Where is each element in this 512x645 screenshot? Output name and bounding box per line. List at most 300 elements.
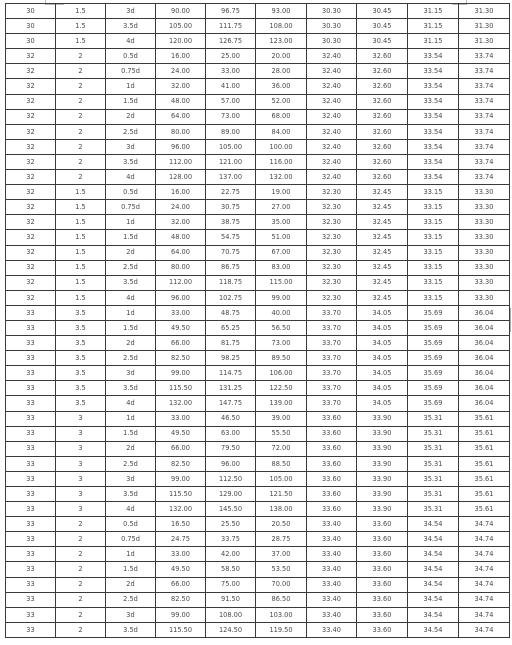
table-cell: 33.90 (357, 426, 408, 441)
table-cell: 105.00 (256, 471, 307, 486)
table-cell: 34.05 (357, 320, 408, 335)
table-cell: 36.04 (459, 320, 510, 335)
table-cell: 3 (56, 411, 106, 426)
table-cell: 33.54 (408, 109, 459, 124)
table-cell: 27.00 (256, 200, 307, 215)
table-cell: 30.45 (357, 19, 408, 34)
table-row (6, 124, 510, 139)
table-cell: 33 (6, 366, 56, 381)
table-cell: 33.15 (408, 200, 459, 215)
text-cursor-marker (510, 308, 511, 332)
table-cell: 3.5d (106, 622, 156, 637)
table-cell: 32 (6, 275, 56, 290)
table-cell: 33.74 (459, 109, 510, 124)
table-cell: 1.5d (106, 320, 156, 335)
table-cell: 33.70 (307, 366, 357, 381)
table-cell: 33.60 (357, 517, 408, 532)
table-cell: 32.60 (357, 109, 408, 124)
table-cell: 70.00 (256, 577, 307, 592)
table-cell: 36.04 (459, 305, 510, 320)
table-cell: 32.30 (307, 185, 357, 200)
table-row (6, 94, 510, 109)
table-cell: 32.60 (357, 139, 408, 154)
table-row (6, 154, 510, 169)
table-cell: 3d (106, 139, 156, 154)
table-cell: 31.30 (459, 34, 510, 49)
table-cell: 31.30 (459, 4, 510, 19)
table-row (6, 200, 510, 215)
table-cell: 137.00 (206, 170, 256, 185)
table-cell: 99.00 (156, 471, 206, 486)
table-row (6, 351, 510, 366)
table-cell: 2.5d (106, 456, 156, 471)
table-cell: 30.30 (307, 19, 357, 34)
table-cell: 2 (56, 79, 106, 94)
table-cell: 33.40 (307, 622, 357, 637)
table-row (6, 290, 510, 305)
table-cell: 51.00 (256, 230, 307, 245)
table-cell: 34.05 (357, 351, 408, 366)
table-cell: 82.50 (156, 351, 206, 366)
table-cell: 2d (106, 577, 156, 592)
table-cell: 35.00 (256, 215, 307, 230)
table-cell: 112.00 (156, 275, 206, 290)
table-cell: 3.5d (106, 154, 156, 169)
table-cell: 33.75 (206, 532, 256, 547)
table-cell: 34.54 (408, 622, 459, 637)
table-cell: 33.60 (357, 532, 408, 547)
table-row (6, 49, 510, 64)
table-cell: 2 (56, 49, 106, 64)
table-cell: 1.5 (56, 275, 106, 290)
table-cell: 33.54 (408, 49, 459, 64)
table-cell: 35.61 (459, 456, 510, 471)
table-cell: 35.61 (459, 502, 510, 517)
table-cell: 33.40 (307, 592, 357, 607)
table-cell: 30.30 (307, 34, 357, 49)
table-cell: 36.04 (459, 351, 510, 366)
table-row (6, 381, 510, 396)
table-cell: 33.90 (357, 456, 408, 471)
table-cell: 34.05 (357, 305, 408, 320)
table-cell: 2.5d (106, 260, 156, 275)
table-row (6, 487, 510, 502)
table-cell: 82.50 (156, 592, 206, 607)
table-cell: 33 (6, 562, 56, 577)
table-row (6, 577, 510, 592)
table-row (6, 607, 510, 622)
table-cell: 42.00 (206, 547, 256, 562)
table-cell: 32.30 (307, 245, 357, 260)
table-cell: 32 (6, 94, 56, 109)
table-cell: 25.00 (206, 49, 256, 64)
table-cell: 33.60 (357, 607, 408, 622)
table-cell: 33.70 (307, 305, 357, 320)
table-cell: 30.45 (357, 4, 408, 19)
table-cell: 86.75 (206, 260, 256, 275)
table-cell: 37.00 (256, 547, 307, 562)
table-cell: 132.00 (156, 502, 206, 517)
dimension-table (5, 3, 510, 638)
table-cell: 33 (6, 622, 56, 637)
table-cell: 33.00 (156, 547, 206, 562)
table-cell: 2.5d (106, 592, 156, 607)
table-cell: 102.75 (206, 290, 256, 305)
table-cell: 34.74 (459, 607, 510, 622)
table-cell: 64.00 (156, 109, 206, 124)
table-cell: 31.15 (408, 19, 459, 34)
table-cell: 3d (106, 607, 156, 622)
table-cell: 96.00 (206, 456, 256, 471)
table-cell: 33.60 (357, 622, 408, 637)
table-row (6, 622, 510, 637)
table-row (6, 230, 510, 245)
table-cell: 3 (56, 441, 106, 456)
table-cell: 89.50 (256, 351, 307, 366)
table-cell: 2.5d (106, 351, 156, 366)
table-cell: 41.00 (206, 79, 256, 94)
table-cell: 33.70 (307, 336, 357, 351)
table-cell: 32.45 (357, 290, 408, 305)
table-cell: 115.00 (256, 275, 307, 290)
table-cell: 35.31 (408, 426, 459, 441)
table-cell: 2d (106, 441, 156, 456)
table-cell: 3 (56, 471, 106, 486)
table-cell: 33.30 (459, 230, 510, 245)
table-cell: 33.15 (408, 275, 459, 290)
table-cell: 33 (6, 577, 56, 592)
table-cell: 67.00 (256, 245, 307, 260)
table-cell: 91.50 (206, 592, 256, 607)
table-cell: 121.50 (256, 487, 307, 502)
table-cell: 33.30 (459, 260, 510, 275)
table-cell: 33.40 (307, 532, 357, 547)
table-cell: 33.40 (307, 607, 357, 622)
table-cell: 33 (6, 532, 56, 547)
table-cell: 28.00 (256, 64, 307, 79)
table-cell: 3 (56, 426, 106, 441)
table-cell: 33.60 (307, 456, 357, 471)
table-cell: 49.50 (156, 426, 206, 441)
table-cell: 2 (56, 170, 106, 185)
table-cell: 34.74 (459, 592, 510, 607)
table-cell: 33.60 (307, 441, 357, 456)
table-cell: 34.54 (408, 562, 459, 577)
table-cell: 35.69 (408, 351, 459, 366)
table-cell: 0.75d (106, 200, 156, 215)
table-cell: 20.50 (256, 517, 307, 532)
table-cell: 39.00 (256, 411, 307, 426)
table-cell: 33.74 (459, 64, 510, 79)
table-cell: 33.15 (408, 260, 459, 275)
table-cell: 33.74 (459, 79, 510, 94)
table-cell: 58.50 (206, 562, 256, 577)
table-cell: 34.54 (408, 607, 459, 622)
table-cell: 34.74 (459, 577, 510, 592)
table-cell: 33 (6, 411, 56, 426)
table-cell: 99.00 (156, 366, 206, 381)
table-cell: 131.25 (206, 381, 256, 396)
table-cell: 0.5d (106, 49, 156, 64)
table-row (6, 562, 510, 577)
table-cell: 33.30 (459, 275, 510, 290)
table-cell: 33.74 (459, 139, 510, 154)
table-row (6, 471, 510, 486)
table-cell: 96.00 (156, 139, 206, 154)
table-cell: 32.30 (307, 275, 357, 290)
table-cell: 34.05 (357, 396, 408, 411)
table-cell: 30 (6, 34, 56, 49)
table-cell: 3.5d (106, 381, 156, 396)
table-cell: 1.5 (56, 230, 106, 245)
table-cell: 2 (56, 532, 106, 547)
table-cell: 80.00 (156, 260, 206, 275)
table-row (6, 411, 510, 426)
table-cell: 3 (56, 487, 106, 502)
table-cell: 48.00 (156, 94, 206, 109)
table-cell: 49.50 (156, 562, 206, 577)
table-cell: 32 (6, 170, 56, 185)
table-cell: 88.50 (256, 456, 307, 471)
table-cell: 33.30 (459, 290, 510, 305)
table-cell: 120.00 (156, 34, 206, 49)
table-cell: 2 (56, 547, 106, 562)
table-cell: 1.5 (56, 185, 106, 200)
table-cell: 35.31 (408, 487, 459, 502)
table-row (6, 532, 510, 547)
table-cell: 99.00 (156, 607, 206, 622)
table-cell: 33 (6, 351, 56, 366)
table-cell: 36.04 (459, 336, 510, 351)
table-cell: 36.00 (256, 79, 307, 94)
table-cell: 93.00 (256, 4, 307, 19)
table-row (6, 305, 510, 320)
table-cell: 3.5 (56, 396, 106, 411)
table-row (6, 396, 510, 411)
table-cell: 30.45 (357, 34, 408, 49)
table-cell: 0.75d (106, 532, 156, 547)
table-cell: 1.5d (106, 230, 156, 245)
table-cell: 35.31 (408, 441, 459, 456)
table-cell: 30 (6, 19, 56, 34)
table-cell: 82.50 (156, 456, 206, 471)
table-cell: 32 (6, 154, 56, 169)
table-cell: 112.50 (206, 471, 256, 486)
table-cell: 1.5d (106, 94, 156, 109)
table-cell: 16.50 (156, 517, 206, 532)
table-cell: 33.15 (408, 290, 459, 305)
table-cell: 33.90 (357, 502, 408, 517)
table-row (6, 592, 510, 607)
table-cell: 30.30 (307, 4, 357, 19)
table-cell: 3.5 (56, 381, 106, 396)
table-cell: 16.00 (156, 185, 206, 200)
table-cell: 36.04 (459, 366, 510, 381)
table-cell: 33.74 (459, 170, 510, 185)
table-row (6, 79, 510, 94)
table-cell: 35.61 (459, 411, 510, 426)
table-cell: 36.04 (459, 396, 510, 411)
table-cell: 19.00 (256, 185, 307, 200)
table-cell: 35.31 (408, 456, 459, 471)
table-cell: 33.00 (156, 305, 206, 320)
table-cell: 33.90 (357, 471, 408, 486)
table-cell: 33 (6, 517, 56, 532)
table-cell: 33.54 (408, 94, 459, 109)
table-cell: 32 (6, 79, 56, 94)
table-cell: 3.5 (56, 320, 106, 335)
table-cell: 35.69 (408, 396, 459, 411)
table-cell: 32 (6, 215, 56, 230)
table-cell: 33.70 (307, 396, 357, 411)
table-cell: 32.40 (307, 139, 357, 154)
table-cell: 24.00 (156, 200, 206, 215)
table-cell: 147.75 (206, 396, 256, 411)
table-cell: 34.74 (459, 517, 510, 532)
table-cell: 2 (56, 562, 106, 577)
table-cell: 35.69 (408, 320, 459, 335)
table-cell: 34.54 (408, 577, 459, 592)
table-row (6, 366, 510, 381)
table-cell: 33 (6, 502, 56, 517)
table-cell: 52.00 (256, 94, 307, 109)
table-cell: 66.00 (156, 577, 206, 592)
table-cell: 54.75 (206, 230, 256, 245)
table-cell: 32 (6, 230, 56, 245)
table-cell: 33 (6, 396, 56, 411)
table-cell: 35.69 (408, 305, 459, 320)
table-cell: 1.5 (56, 260, 106, 275)
table-cell: 2 (56, 577, 106, 592)
table-cell: 32.40 (307, 124, 357, 139)
table-cell: 30.75 (206, 200, 256, 215)
table-cell: 98.25 (206, 351, 256, 366)
table-cell: 1.5 (56, 215, 106, 230)
table-cell: 25.50 (206, 517, 256, 532)
table-cell: 32 (6, 64, 56, 79)
table-cell: 32.45 (357, 275, 408, 290)
table-cell: 32 (6, 124, 56, 139)
table-row (6, 456, 510, 471)
table-cell: 33.74 (459, 154, 510, 169)
table-cell: 34.74 (459, 532, 510, 547)
table-cell: 2 (56, 607, 106, 622)
table-cell: 32.30 (307, 290, 357, 305)
table-cell: 64.00 (156, 245, 206, 260)
table-cell: 32 (6, 290, 56, 305)
table-cell: 33.40 (307, 577, 357, 592)
table-cell: 105.00 (156, 19, 206, 34)
table-cell: 33.00 (206, 64, 256, 79)
table-cell: 129.00 (206, 487, 256, 502)
table-cell: 57.00 (206, 94, 256, 109)
table-cell: 33.40 (307, 547, 357, 562)
table-cell: 34.74 (459, 622, 510, 637)
table-cell: 32 (6, 185, 56, 200)
table-row (6, 502, 510, 517)
table-cell: 33.60 (307, 502, 357, 517)
table-cell: 100.00 (256, 139, 307, 154)
table-cell: 33.70 (307, 351, 357, 366)
table-cell: 2 (56, 109, 106, 124)
table-cell: 20.00 (256, 49, 307, 64)
table-cell: 33.60 (307, 471, 357, 486)
table-cell: 33.15 (408, 215, 459, 230)
table-cell: 126.75 (206, 34, 256, 49)
table-cell: 35.69 (408, 336, 459, 351)
table-cell: 111.75 (206, 19, 256, 34)
table-cell: 116.00 (256, 154, 307, 169)
table-cell: 33 (6, 441, 56, 456)
table-cell: 90.00 (156, 4, 206, 19)
table-cell: 49.50 (156, 320, 206, 335)
table-cell: 31.15 (408, 4, 459, 19)
table-body (6, 4, 510, 638)
table-cell: 33 (6, 592, 56, 607)
table-cell: 35.61 (459, 426, 510, 441)
table-cell: 96.75 (206, 4, 256, 19)
table-cell: 2 (56, 517, 106, 532)
table-cell: 73.00 (256, 336, 307, 351)
table-cell: 33.70 (307, 320, 357, 335)
table-cell: 121.00 (206, 154, 256, 169)
table-cell: 33.90 (357, 487, 408, 502)
table-row (6, 260, 510, 275)
table-cell: 33.60 (357, 577, 408, 592)
table-cell: 2 (56, 94, 106, 109)
table-cell: 32.30 (307, 215, 357, 230)
table-row (6, 215, 510, 230)
table-cell: 0.5d (106, 517, 156, 532)
table-cell: 3d (106, 4, 156, 19)
table-cell: 99.00 (256, 290, 307, 305)
table-row (6, 320, 510, 335)
table-cell: 33.54 (408, 170, 459, 185)
table-cell: 32.60 (357, 94, 408, 109)
table-cell: 33.74 (459, 94, 510, 109)
table-cell: 86.50 (256, 592, 307, 607)
table-cell: 2d (106, 109, 156, 124)
table-cell: 1.5d (106, 562, 156, 577)
table-cell: 106.00 (256, 366, 307, 381)
table-row (6, 275, 510, 290)
table-cell: 56.50 (256, 320, 307, 335)
table-cell: 108.00 (206, 607, 256, 622)
table-cell: 124.50 (206, 622, 256, 637)
table-cell: 3.5 (56, 336, 106, 351)
table-cell: 33.54 (408, 79, 459, 94)
table-cell: 32.40 (307, 79, 357, 94)
table-cell: 115.50 (156, 622, 206, 637)
table-cell: 96.00 (156, 290, 206, 305)
table-cell: 0.5d (106, 185, 156, 200)
table-cell: 105.00 (206, 139, 256, 154)
table-cell: 32.45 (357, 185, 408, 200)
table-cell: 33.54 (408, 124, 459, 139)
table-cell: 33.60 (307, 411, 357, 426)
table-row (6, 170, 510, 185)
table-cell: 33.74 (459, 124, 510, 139)
table-cell: 103.00 (256, 607, 307, 622)
table-cell: 132.00 (256, 170, 307, 185)
table-cell: 1.5 (56, 4, 106, 19)
table-cell: 1.5 (56, 245, 106, 260)
table-cell: 33 (6, 471, 56, 486)
table-row (6, 245, 510, 260)
table-cell: 1d (106, 411, 156, 426)
table-cell: 34.05 (357, 366, 408, 381)
table-row (6, 426, 510, 441)
